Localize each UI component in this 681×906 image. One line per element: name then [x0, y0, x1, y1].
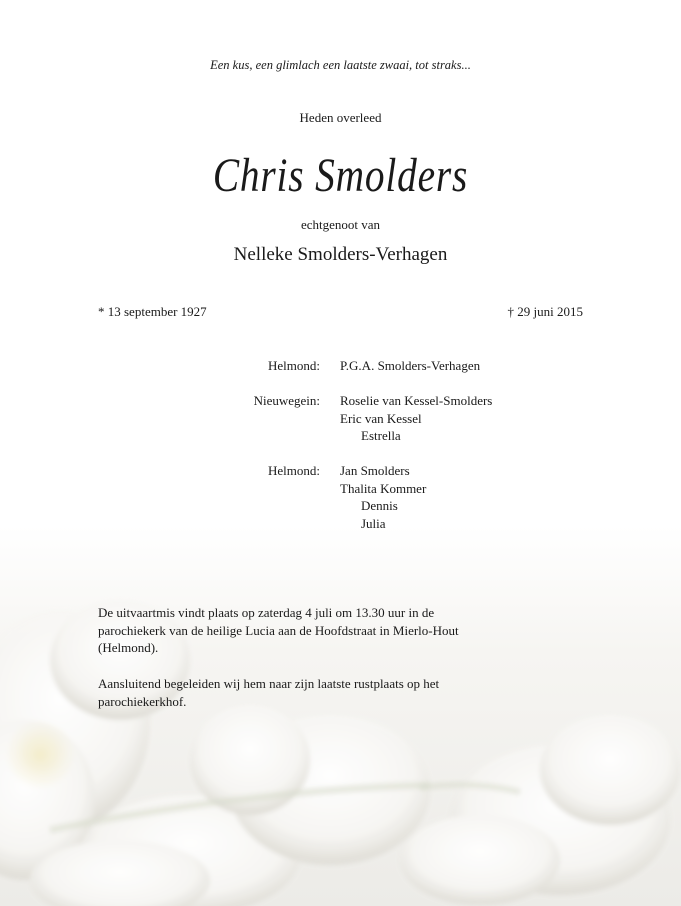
family-member: Dennis	[361, 498, 398, 513]
burial-notice	[98, 675, 518, 710]
family-place: Nieuwegein:	[253, 393, 320, 408]
family-member: Thalita Kommer	[340, 480, 427, 496]
relation-text: echtgenoot van	[300, 217, 381, 232]
family-members	[340, 357, 480, 375]
family-member: Jan Smolders	[340, 463, 410, 478]
burial-line: parochiekerkhof.	[98, 693, 187, 709]
intro-text: Heden overleed	[299, 110, 382, 125]
motto: Een kus, een glimlach een laatste zwaai, tot straks...	[210, 58, 471, 72]
family-place: Helmond:	[268, 463, 320, 478]
family-member: Estrella	[361, 428, 401, 443]
family-member: Eric van Kessel	[340, 410, 422, 426]
deceased-name: Chris Smolders	[212, 149, 469, 202]
family-members	[340, 462, 426, 532]
spouse-name: Nelleke Smolders-Verhagen	[233, 244, 448, 265]
funeral-notice	[98, 604, 518, 657]
family-place: Helmond:	[268, 358, 320, 373]
family-member: Roselie van Kessel-Smolders	[340, 393, 493, 408]
funeral-line: De uitvaartmis vindt plaats op zaterdag 4 juli om 13.30 uur in de	[98, 605, 435, 620]
family-member: Julia	[361, 515, 386, 531]
funeral-line: parochiekerk van de heilige Lucia aan de Hoofdstraat in Mierlo-Hout	[98, 622, 459, 638]
birth-date: * 13 september 1927	[98, 304, 207, 319]
family-member: P.G.A. Smolders-Verhagen	[340, 358, 481, 373]
death-date: † 29 juni 2015	[507, 304, 583, 319]
burial-line: Aansluitend begeleiden wij hem naar zijn laatste rustplaats op het	[98, 676, 440, 691]
funeral-line: (Helmond).	[98, 640, 159, 655]
family-members	[340, 392, 492, 445]
